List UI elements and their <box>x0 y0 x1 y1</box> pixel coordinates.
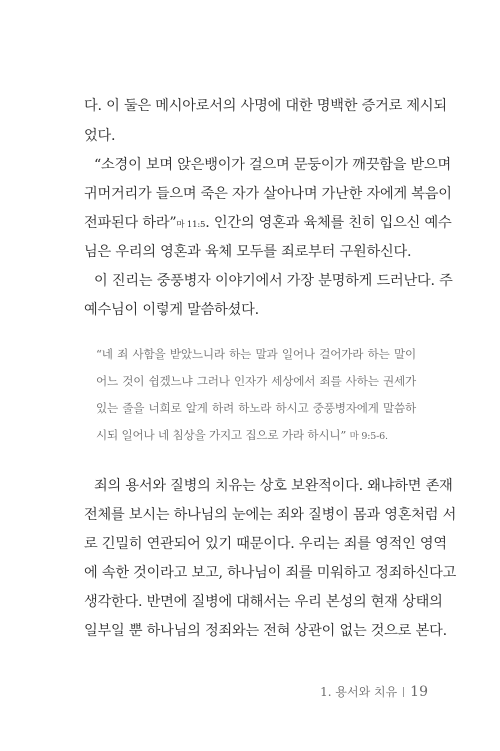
paragraph-line: “소경이 보며 앉은뱅이가 걸으며 문둥이가 깨끗함을 받으며 <box>94 157 452 173</box>
paragraph-line: 었다. <box>84 128 116 144</box>
paragraph-line: 전체를 보시는 하나님의 눈에는 죄와 질병이 몸과 영혼처럼 서 <box>84 507 457 523</box>
scripture-reference: 마 9:5-6. <box>349 431 388 442</box>
paragraph-line-with-reference <box>84 213 452 235</box>
chapter-title: 1. 용서와 치유 <box>320 685 398 699</box>
page-number: 19 <box>410 684 428 700</box>
line-text: 전파된다 하라” <box>84 215 177 231</box>
quote-line: “네 죄 사함을 받았느니라 하는 말과 일어나 걸어가라 하는 말이 <box>96 347 416 361</box>
quote-line-with-reference <box>96 427 416 445</box>
paragraph-line: 다. 이 둘은 메시아로서의 사명에 대한 명백한 증거로 제시되 <box>84 98 447 114</box>
footer-divider <box>403 687 404 697</box>
quote-line: 어느 것이 쉽겠느냐 그러나 인자가 세상에서 죄를 사하는 권세가 <box>96 374 416 388</box>
page-footer <box>320 683 428 700</box>
paragraph-line: 일부일 뿐 하나님의 정죄와는 전혀 상관이 없는 것으로 본다. <box>84 623 447 639</box>
paragraph-line: 죄의 용서와 질병의 치유는 상호 보완적이다. 왜냐하면 존재 <box>94 478 453 494</box>
paragraph-line: 예수님이 이렇게 말씀하셨다. <box>84 302 259 318</box>
quote-text: 시되 일어나 네 침상을 가지고 집으로 가라 하시니” <box>96 428 347 442</box>
paragraph-line: 생각한다. 반면에 질병에 대해서는 우리 본성의 현재 상태의 <box>84 594 443 610</box>
quote-line: 있는 줄을 너희로 알게 하려 하노라 하시고 중풍병자에게 말씀하 <box>96 401 416 415</box>
paragraph-line: 귀머거리가 들으며 죽은 자가 살아나며 가난한 자에게 복음이 <box>84 186 452 202</box>
line-text: . 인간의 영혼과 육체를 친히 입으신 예수 <box>205 215 452 231</box>
paragraph-line: 로 긴밀히 연관되어 있기 때문이다. 우리는 죄를 영적인 영역 <box>84 536 447 552</box>
scripture-reference: 마 11:5 <box>176 220 206 230</box>
paragraph-line: 이 진리는 중풍병자 이야기에서 가장 분명하게 드러난다. 주 <box>94 273 453 289</box>
paragraph-line: 에 속한 것이라고 보고, 하나님이 죄를 미워하고 정죄하신다고 <box>84 565 457 581</box>
paragraph-line: 님은 우리의 영혼과 육체 모두를 죄로부터 구원하신다. <box>84 244 412 260</box>
